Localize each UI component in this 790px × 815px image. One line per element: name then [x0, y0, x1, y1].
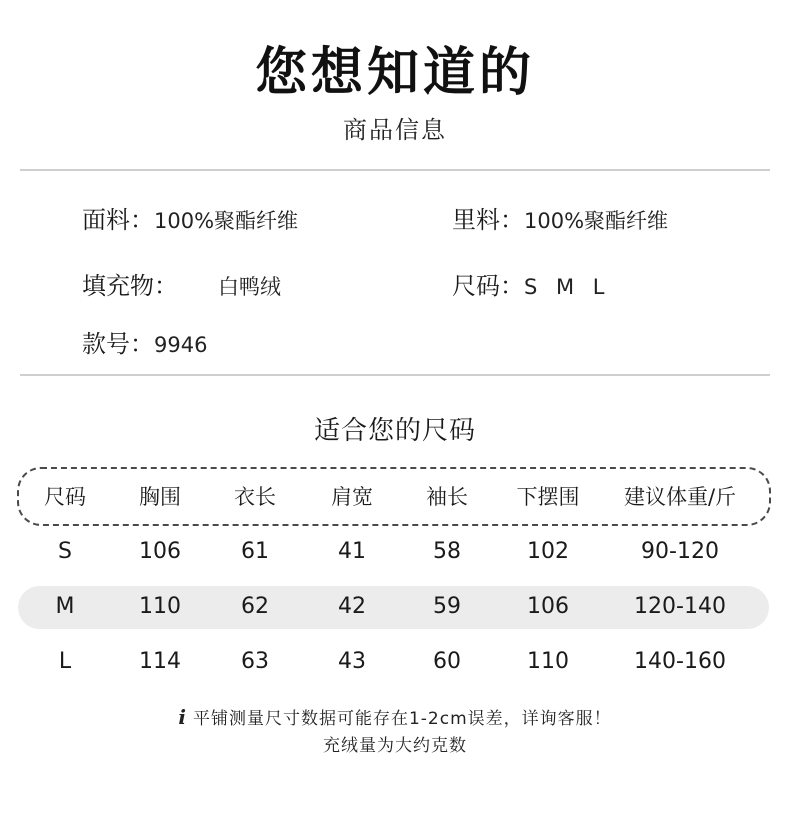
table-cell: M — [55, 594, 75, 619]
divider — [20, 169, 770, 171]
info-icon: i — [178, 705, 187, 729]
fabric-label: 面料： — [82, 206, 154, 234]
size-label: 尺码： — [452, 272, 524, 300]
table-cell: 58 — [433, 539, 461, 564]
table-cell: 106 — [527, 594, 569, 619]
table-cell: 43 — [338, 649, 366, 674]
table-cell: 102 — [527, 539, 569, 564]
size-value: S M L — [524, 275, 611, 299]
measurement-note-text: 平铺测量尺寸数据可能存在1-2cm误差，详询客服！ — [192, 709, 612, 729]
filling-value: 白鸭绒 — [218, 275, 281, 299]
table-cell: 140-160 — [634, 649, 726, 674]
style-value: 9946 — [154, 333, 208, 357]
table-cell: 61 — [241, 539, 269, 564]
table-cell: 42 — [338, 594, 366, 619]
lining-value: 100%聚酯纤维 — [524, 209, 669, 233]
measurement-note — [0, 704, 790, 729]
fabric-value: 100%聚酯纤维 — [154, 209, 299, 233]
table-cell: 114 — [139, 649, 181, 674]
table-header-cell: 下摆围 — [516, 485, 580, 509]
fabric-info — [82, 200, 298, 235]
table-cell: 120-140 — [634, 594, 726, 619]
divider — [20, 374, 770, 376]
table-header-cell: 胸围 — [139, 485, 181, 509]
table-row — [0, 587, 790, 627]
table-cell: 110 — [527, 649, 569, 674]
section-subtitle: 商品信息 — [343, 116, 447, 144]
table-cell: 90-120 — [641, 539, 719, 564]
table-cell: 63 — [241, 649, 269, 674]
table-cell: 41 — [338, 539, 366, 564]
table-cell: L — [58, 649, 72, 674]
table-cell: 59 — [433, 594, 461, 619]
table-header-cell: 尺码 — [44, 485, 86, 509]
style-info — [82, 324, 207, 359]
table-cell: 106 — [139, 539, 181, 564]
table-header-cell: 衣长 — [234, 485, 276, 509]
table-header-cell: 袖长 — [426, 485, 468, 509]
page-title: 您想知道的 — [254, 43, 535, 103]
lining-label: 里料： — [452, 206, 524, 234]
filling-note: 充绒量为大约克数 — [323, 736, 467, 756]
size-chart-title: 适合您的尺码 — [313, 416, 476, 446]
filling-info — [82, 266, 281, 301]
lining-info — [452, 200, 668, 235]
size-table-header — [0, 477, 790, 517]
table-cell: 110 — [139, 594, 181, 619]
table-cell: 60 — [433, 649, 461, 674]
table-row — [0, 532, 790, 572]
table-cell: 62 — [241, 594, 269, 619]
filling-label: 填充物： — [82, 272, 178, 300]
style-label: 款号： — [82, 330, 154, 358]
size-info — [452, 266, 611, 301]
table-header-cell: 建议体重/斤 — [623, 485, 737, 509]
table-row — [0, 642, 790, 682]
table-header-cell: 肩宽 — [331, 485, 373, 509]
table-cell: S — [58, 539, 72, 564]
